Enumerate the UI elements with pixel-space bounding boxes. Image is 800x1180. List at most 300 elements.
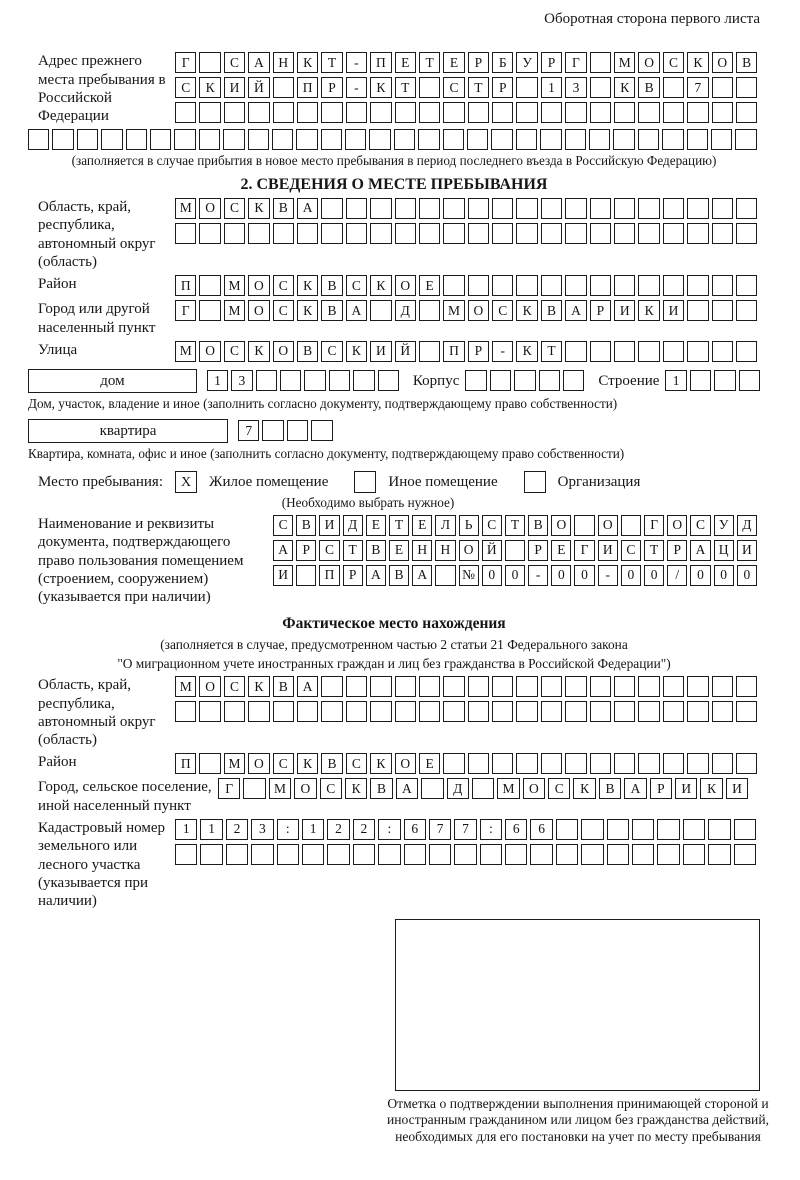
char-cell (224, 701, 245, 722)
char-cell (541, 275, 562, 296)
char-cell (321, 198, 342, 219)
char-cell: И (726, 778, 748, 799)
char-cell: И (675, 778, 697, 799)
char-cell (304, 370, 325, 391)
char-cell (632, 819, 654, 840)
char-cell: С (273, 753, 294, 774)
district-label: Район (38, 276, 77, 293)
field-city (28, 300, 760, 337)
char-cell: - (346, 77, 367, 98)
char-cell (565, 753, 586, 774)
char-cell (565, 129, 586, 150)
char-cell: П (175, 753, 196, 774)
char-cell (638, 341, 659, 362)
char-cell: С (224, 341, 245, 362)
char-cell: М (224, 753, 245, 774)
char-cell (321, 129, 342, 150)
char-cell: С (224, 676, 245, 697)
char-cell: 0 (574, 565, 594, 586)
char-cell: К (638, 300, 659, 321)
house-caption: Дом, участок, владение и иное (заполнить согласно документу, подтверждающему право собственности) (28, 395, 618, 411)
char-cell: П (443, 341, 464, 362)
char-cell (589, 129, 610, 150)
cadastre-row-2 (175, 844, 760, 865)
char-cell (492, 275, 513, 296)
district-row (175, 275, 760, 296)
region-2-label: Область, край, республика, автономный округ (область) (38, 677, 156, 749)
char-cell (345, 129, 366, 150)
char-cell (574, 515, 594, 536)
char-cell (277, 844, 299, 865)
header-note: Оборотная сторона первого листа (544, 11, 760, 27)
char-cell: Е (366, 515, 386, 536)
char-cell (419, 198, 440, 219)
char-cell (370, 198, 391, 219)
char-cell (565, 701, 586, 722)
char-cell (419, 676, 440, 697)
char-cell (175, 102, 196, 123)
char-cell (565, 275, 586, 296)
char-cell: 1 (207, 370, 228, 391)
char-cell: А (690, 540, 710, 561)
char-cell (607, 844, 629, 865)
char-cell (590, 52, 611, 73)
char-cell: М (497, 778, 519, 799)
char-cell (429, 844, 451, 865)
char-cell (516, 198, 537, 219)
region-2-row-1 (175, 676, 760, 697)
char-cell (514, 370, 535, 391)
char-cell (418, 129, 439, 150)
char-cell (329, 370, 350, 391)
char-cell: В (321, 300, 342, 321)
organization-checkbox (524, 471, 546, 493)
house-box-label: дом (28, 369, 197, 393)
field-region-2 (28, 676, 760, 749)
char-cell (251, 844, 273, 865)
char-cell (736, 676, 757, 697)
char-cell (77, 129, 98, 150)
char-cell: С (663, 52, 684, 73)
char-cell (541, 701, 562, 722)
char-cell (663, 676, 684, 697)
char-cell (516, 223, 537, 244)
char-cell (395, 198, 416, 219)
char-cell: О (395, 275, 416, 296)
char-cell: 0 (482, 565, 502, 586)
char-cell (468, 753, 489, 774)
char-cell (516, 77, 537, 98)
char-cell: К (297, 52, 318, 73)
prev-address-row-4 (28, 129, 760, 150)
cadastre-row-1 (175, 819, 760, 840)
char-cell (262, 420, 283, 441)
char-cell: 7 (454, 819, 476, 840)
char-cell (712, 701, 733, 722)
char-cell (199, 300, 220, 321)
char-cell (687, 275, 708, 296)
char-cell (468, 198, 489, 219)
char-cell: Р (492, 77, 513, 98)
field-region (28, 198, 760, 271)
char-cell: К (516, 300, 537, 321)
char-cell (248, 701, 269, 722)
char-cell (638, 102, 659, 123)
char-cell: В (273, 676, 294, 697)
char-cell (311, 420, 332, 441)
char-cell (126, 129, 147, 150)
char-cell: У (714, 515, 734, 536)
char-cell: Е (419, 275, 440, 296)
char-cell (736, 198, 757, 219)
char-cell (734, 819, 756, 840)
char-cell (370, 300, 391, 321)
char-cell (321, 223, 342, 244)
char-cell: Е (412, 515, 432, 536)
char-cell: Д (737, 515, 757, 536)
char-cell (421, 778, 443, 799)
char-cell: В (297, 341, 318, 362)
char-cell (175, 701, 196, 722)
char-cell: 3 (251, 819, 273, 840)
char-cell: С (621, 540, 641, 561)
char-cell: В (321, 275, 342, 296)
char-cell (297, 102, 318, 123)
char-cell (565, 198, 586, 219)
char-cell (663, 701, 684, 722)
char-cell: 3 (565, 77, 586, 98)
char-cell (687, 753, 708, 774)
char-cell (419, 701, 440, 722)
char-cell: Р (667, 540, 687, 561)
char-cell (663, 102, 684, 123)
char-cell (565, 102, 586, 123)
char-cell: С (690, 515, 710, 536)
char-cell: И (273, 565, 293, 586)
city-label: Город или другой населенный пункт (38, 301, 156, 336)
char-cell: Й (248, 77, 269, 98)
region-row-1 (175, 198, 760, 219)
region-2-row-2 (175, 701, 760, 722)
char-cell (734, 844, 756, 865)
section2-title: 2. СВЕДЕНИЯ О МЕСТЕ ПРЕБЫВАНИЯ (240, 175, 548, 193)
actual-location-caption-2: "О миграционном учете иностранных граждан и лиц без гражданства в Российской Федерации") (117, 655, 671, 671)
char-cell (199, 753, 220, 774)
char-cell (581, 844, 603, 865)
char-cell (346, 102, 367, 123)
char-cell (468, 102, 489, 123)
char-cell (614, 753, 635, 774)
char-cell: К (700, 778, 722, 799)
char-cell (492, 198, 513, 219)
char-cell: Д (395, 300, 416, 321)
char-cell: О (712, 52, 733, 73)
char-cell: Г (574, 540, 594, 561)
char-cell: С (482, 515, 502, 536)
char-cell: - (492, 341, 513, 362)
char-cell: - (528, 565, 548, 586)
prev-address-caption: (заполняется в случае прибытия в новое место пребывания в период последнего въезда в Российскую Федерацию) (71, 153, 717, 169)
char-cell (607, 819, 629, 840)
char-cell: С (443, 77, 464, 98)
char-cell: 0 (714, 565, 734, 586)
char-cell: 2 (327, 819, 349, 840)
char-cell (200, 844, 222, 865)
char-cell: С (224, 198, 245, 219)
char-cell (712, 223, 733, 244)
char-cell: Т (505, 515, 525, 536)
char-cell (712, 198, 733, 219)
apartment-box-label: квартира (28, 419, 228, 443)
char-cell: С (319, 540, 339, 561)
char-cell (638, 701, 659, 722)
field-district (28, 275, 760, 296)
char-cell (223, 129, 244, 150)
char-cell: Б (492, 52, 513, 73)
char-cell (395, 223, 416, 244)
char-cell (297, 701, 318, 722)
char-cell: Е (395, 52, 416, 73)
char-cell (321, 102, 342, 123)
char-cell: И (319, 515, 339, 536)
char-cell: О (638, 52, 659, 73)
char-cell (353, 844, 375, 865)
region-label: Область, край, республика, автономный округ (область) (38, 199, 156, 270)
char-cell: Т (389, 515, 409, 536)
char-cell (394, 129, 415, 150)
char-cell (378, 844, 400, 865)
house-row (28, 369, 760, 393)
char-cell (663, 198, 684, 219)
char-cell (712, 676, 733, 697)
char-cell: А (624, 778, 646, 799)
char-cell: О (248, 275, 269, 296)
char-cell (541, 676, 562, 697)
char-cell: А (412, 565, 432, 586)
char-cell (539, 370, 560, 391)
char-cell: С (320, 778, 342, 799)
stay-type-option-organization (524, 471, 647, 493)
char-cell (505, 844, 527, 865)
char-cell (565, 341, 586, 362)
char-cell (565, 223, 586, 244)
char-cell: К (573, 778, 595, 799)
char-cell (327, 844, 349, 865)
residential-checkbox: X (175, 471, 197, 493)
char-cell: Н (412, 540, 432, 561)
stamp-box (395, 919, 760, 1091)
char-cell (590, 198, 611, 219)
city-row (175, 300, 760, 321)
char-cell (516, 102, 537, 123)
field-city-2 (28, 778, 760, 815)
char-cell: : (277, 819, 299, 840)
char-cell: Л (435, 515, 455, 536)
char-cell (199, 275, 220, 296)
char-cell: М (175, 676, 196, 697)
char-cell: А (565, 300, 586, 321)
street-label: Улица (38, 341, 78, 358)
char-cell (28, 129, 49, 150)
apartment-cells (238, 420, 333, 441)
char-cell (443, 129, 464, 150)
char-cell (614, 102, 635, 123)
char-cell (468, 701, 489, 722)
char-cell: : (480, 819, 502, 840)
char-cell: 1 (302, 819, 324, 840)
char-cell: 0 (621, 565, 641, 586)
organization-label: Организация (557, 473, 641, 490)
char-cell: Г (565, 52, 586, 73)
stay-type-label: Место пребывания: (38, 473, 163, 490)
char-cell: В (296, 515, 316, 536)
char-cell: Е (551, 540, 571, 561)
char-cell (273, 223, 294, 244)
char-cell: В (321, 753, 342, 774)
char-cell: К (248, 341, 269, 362)
char-cell (101, 129, 122, 150)
char-cell: В (541, 300, 562, 321)
char-cell (736, 753, 757, 774)
korpus-cells (465, 370, 584, 391)
char-cell (590, 701, 611, 722)
char-cell (563, 370, 584, 391)
char-cell: М (269, 778, 291, 799)
char-cell (662, 129, 683, 150)
char-cell: Т (419, 52, 440, 73)
field-cadastre (28, 819, 760, 910)
char-cell: Д (343, 515, 363, 536)
char-cell: И (737, 540, 757, 561)
char-cell (353, 370, 374, 391)
stay-type-caption: (Необходимо выбрать нужное) (281, 495, 455, 511)
char-cell: О (199, 341, 220, 362)
char-cell (174, 129, 195, 150)
char-cell: 1 (541, 77, 562, 98)
char-cell: Г (218, 778, 240, 799)
char-cell: 1 (665, 370, 686, 391)
char-cell (590, 753, 611, 774)
char-cell: К (370, 753, 391, 774)
char-cell (243, 778, 265, 799)
char-cell: Р (528, 540, 548, 561)
char-cell: 6 (530, 819, 552, 840)
field-prev-address (28, 52, 760, 125)
char-cell: 7 (238, 420, 259, 441)
char-cell: Ц (714, 540, 734, 561)
char-cell: У (516, 52, 537, 73)
char-cell (736, 275, 757, 296)
char-cell: П (319, 565, 339, 586)
char-cell (683, 844, 705, 865)
char-cell: К (297, 275, 318, 296)
char-cell (443, 223, 464, 244)
char-cell: В (389, 565, 409, 586)
apartment-row (28, 419, 760, 443)
char-cell (663, 275, 684, 296)
char-cell: Т (541, 341, 562, 362)
char-cell (711, 129, 732, 150)
char-cell (369, 129, 390, 150)
char-cell: О (551, 515, 571, 536)
char-cell: К (248, 198, 269, 219)
char-cell: С (273, 275, 294, 296)
char-cell (614, 676, 635, 697)
char-cell (419, 102, 440, 123)
char-cell (708, 844, 730, 865)
char-cell (492, 701, 513, 722)
char-cell (492, 223, 513, 244)
char-cell (657, 819, 679, 840)
char-cell: К (248, 676, 269, 697)
char-cell: В (273, 198, 294, 219)
char-cell: В (638, 77, 659, 98)
char-cell: 7 (429, 819, 451, 840)
char-cell (638, 753, 659, 774)
char-cell: Т (343, 540, 363, 561)
char-cell: Р (468, 52, 489, 73)
char-cell (687, 198, 708, 219)
document-row-1 (273, 515, 760, 536)
char-cell (224, 102, 245, 123)
char-cell: 0 (690, 565, 710, 586)
char-cell (443, 102, 464, 123)
char-cell: С (175, 77, 196, 98)
char-cell: К (199, 77, 220, 98)
residential-label: Жилое помещение (209, 473, 329, 490)
char-cell: А (297, 198, 318, 219)
char-cell (736, 701, 757, 722)
char-cell (256, 370, 277, 391)
char-cell (492, 753, 513, 774)
char-cell (395, 102, 416, 123)
char-cell (530, 844, 552, 865)
char-cell: 0 (737, 565, 757, 586)
char-cell (443, 701, 464, 722)
char-cell: О (199, 676, 220, 697)
char-cell (663, 341, 684, 362)
char-cell (663, 77, 684, 98)
char-cell (736, 341, 757, 362)
char-cell: Г (175, 52, 196, 73)
char-cell: К (345, 778, 367, 799)
char-cell (614, 223, 635, 244)
char-cell (248, 129, 269, 150)
char-cell (581, 819, 603, 840)
char-cell (248, 223, 269, 244)
char-cell (712, 300, 733, 321)
char-cell (663, 753, 684, 774)
char-cell (468, 676, 489, 697)
char-cell: О (395, 753, 416, 774)
char-cell (687, 102, 708, 123)
char-cell (395, 701, 416, 722)
char-cell: О (199, 198, 220, 219)
char-cell (297, 223, 318, 244)
char-cell: И (663, 300, 684, 321)
char-cell (541, 753, 562, 774)
house-number-cells (207, 370, 399, 391)
char-cell: М (614, 52, 635, 73)
char-cell (419, 77, 440, 98)
field-district-2 (28, 753, 760, 774)
char-cell (199, 52, 220, 73)
char-cell (454, 844, 476, 865)
char-cell: 6 (404, 819, 426, 840)
char-cell: А (396, 778, 418, 799)
char-cell (736, 300, 757, 321)
char-cell (712, 275, 733, 296)
